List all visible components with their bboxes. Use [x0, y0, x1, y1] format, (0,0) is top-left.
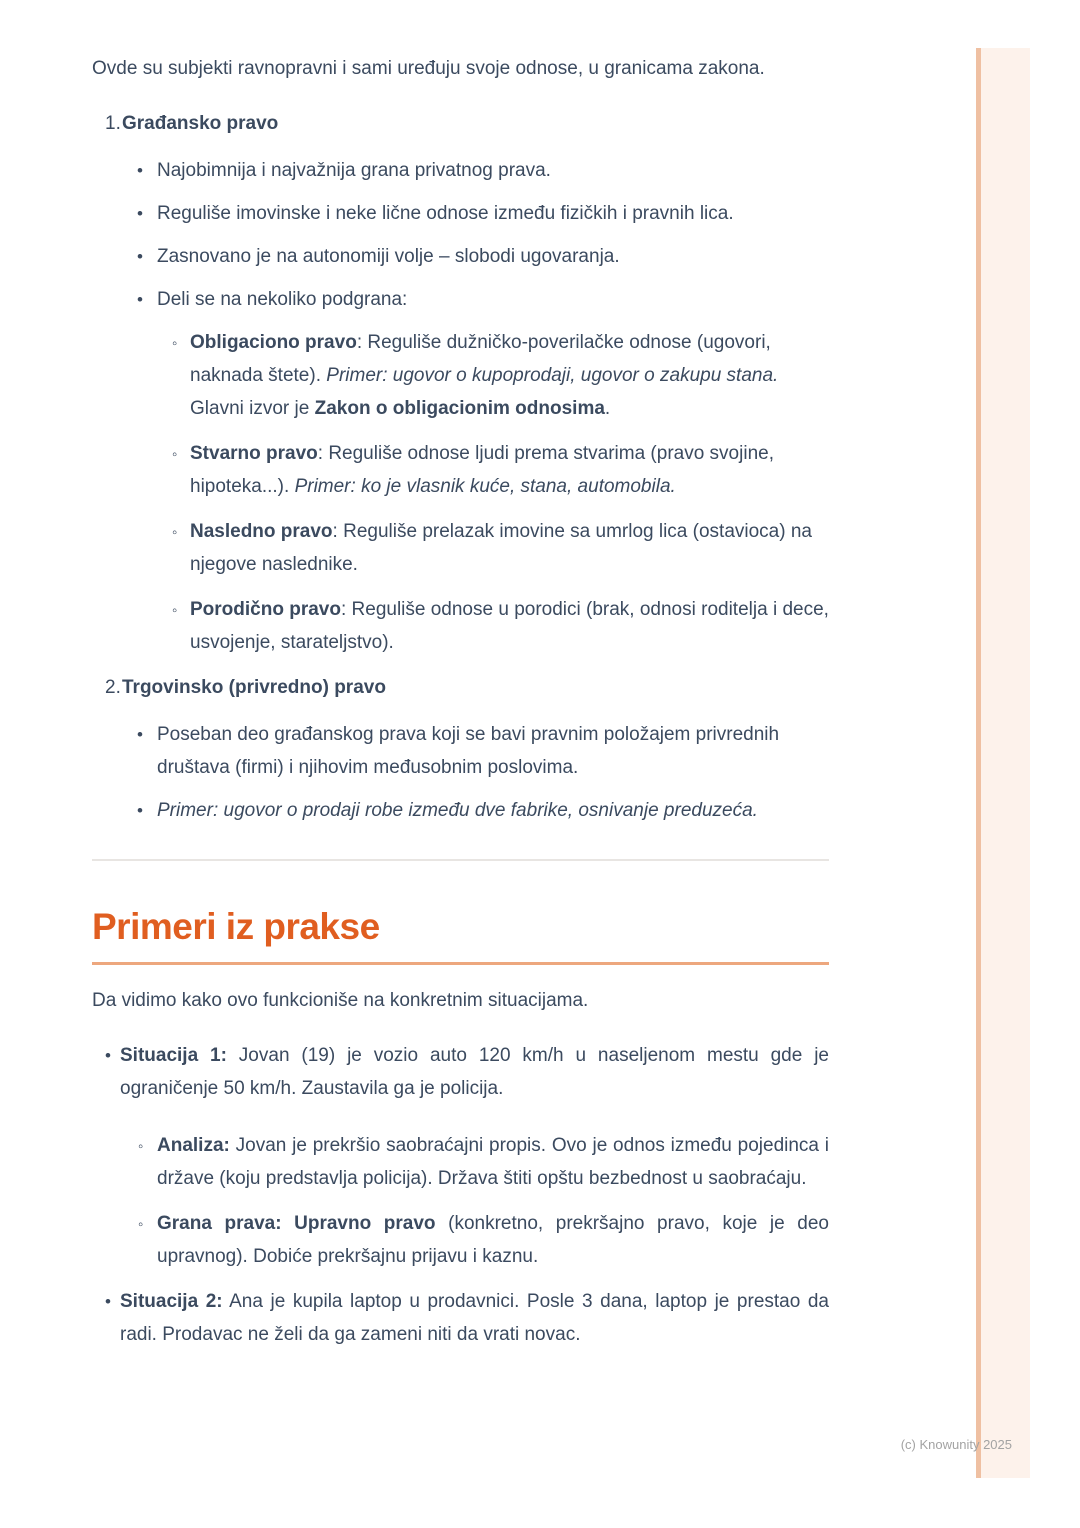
right-margin-strip: [976, 48, 1030, 1478]
section-divider: [92, 859, 829, 861]
bullet-icon: [105, 1285, 120, 1351]
list-item-text: Najobimnija i najvažnija grana privatnog prava.: [157, 160, 551, 181]
list-item: [92, 197, 829, 230]
copyright-footer: (c) Knowunity 2025: [900, 1437, 1012, 1452]
list-item: [92, 718, 829, 784]
list-item-situacija-1: [92, 1039, 829, 1105]
numbered-item-gradjansko-pravo: [92, 107, 829, 140]
item-number: 1.: [105, 113, 121, 134]
list-item-text: Deli se na nekoliko podgrana:: [157, 289, 408, 310]
trgovinsko-pravo-list: [92, 718, 829, 827]
bullet-icon: [137, 283, 157, 316]
section-heading: Primeri iz prakse: [92, 906, 380, 947]
list-item: [92, 593, 829, 659]
list-item-text: Stvarno pravo: Reguliše odnose ljudi prema stvarima (pravo svojine, hipoteka...). Primer: ko je vlasnik kuće, stana, automobila.: [190, 443, 774, 497]
bullet-icon: [137, 240, 157, 273]
list-item-text: Analiza: Jovan je prekršio saobraćajni propis. Ovo je odnos između pojedinca i države (koju predstavlja policija). Država štiti opštu bezbednost u saobraćaju.: [157, 1135, 829, 1189]
intro-paragraph: Ovde su subjekti ravnopravni i sami uređuju svoje odnose, u granicama zakona.: [92, 58, 765, 79]
bullet-icon: [137, 794, 157, 827]
list-item-situacija-2: [92, 1285, 829, 1351]
item-title: Trgovinsko (privredno) pravo: [122, 677, 386, 698]
circle-bullet-icon: [172, 515, 190, 581]
circle-bullet-icon: [172, 437, 190, 503]
bullet-icon: [137, 718, 157, 784]
list-item-text: Situacija 1: Jovan (19) je vozio auto 120 km/h u naseljenom mestu gde je ograničenje 50 km/h. Zaustavila ga je policija.: [120, 1045, 829, 1099]
situacija-1-sublist: [92, 1129, 829, 1273]
praksa-intro: Da vidimo kako ovo funkcioniše na konkretnim situacijama.: [92, 990, 589, 1011]
list-item-analiza: [92, 1129, 829, 1195]
item-number: 2.: [105, 677, 121, 698]
list-item: [92, 437, 829, 503]
item-title: Građansko pravo: [122, 113, 279, 134]
list-item-text: Grana prava: Upravno pravo (konkretno, prekršajno pravo, koje je deo upravnog). Dobiće prekršajnu prijavu i kaznu.: [157, 1213, 829, 1267]
list-item: [92, 240, 829, 273]
podgrane-sublist: [92, 326, 829, 659]
list-item-text: Zasnovano je na autonomiji volje – slobodi ugovaranja.: [157, 246, 620, 267]
circle-bullet-icon: [172, 326, 190, 425]
circle-bullet-icon: [172, 593, 190, 659]
list-item: [92, 794, 829, 827]
numbered-item-trgovinsko-pravo: [92, 671, 829, 704]
situacije-list: [92, 1039, 829, 1351]
circle-bullet-icon: [138, 1207, 157, 1273]
list-item-text: Porodično pravo: Reguliše odnose u porodici (brak, odnosi roditelja i dece, usvojenje, starateljstvo).: [190, 599, 829, 653]
list-item-text: Poseban deo građanskog prava koji se bavi pravnim položajem privrednih društava (firmi) i njihovim međusobnim poslovima.: [157, 724, 780, 778]
heading-underline: [92, 962, 829, 965]
list-item-text: Situacija 2: Ana je kupila laptop u prodavnici. Posle 3 dana, laptop je prestao da radi. Prodavac ne želi da ga zameni niti da vrati novac.: [120, 1291, 829, 1345]
list-item: [92, 326, 829, 425]
bullet-icon: [137, 197, 157, 230]
circle-bullet-icon: [138, 1129, 157, 1195]
list-item-text: Reguliše imovinske i neke lične odnose između fizičkih i pravnih lica.: [157, 203, 734, 224]
list-item-text: Primer: ugovor o prodaji robe između dve fabrike, osnivanje preduzeća.: [157, 800, 758, 821]
bullet-icon: [137, 154, 157, 187]
bullet-icon: [105, 1039, 120, 1105]
list-item-grana-prava: [92, 1207, 829, 1273]
list-item-text: Obligaciono pravo: Reguliše dužničko-poverilačke odnose (ugovori, naknada štete). Primer: ugovor o kupoprodaji, ugovor o zakupu stana. Glavni izvor je Zakon o obligacionim odnosima.: [190, 332, 779, 419]
gradjansko-pravo-list: [92, 154, 829, 659]
list-item: [92, 283, 829, 316]
list-item: [92, 154, 829, 187]
page-content: [92, 52, 829, 1351]
list-item-text: Nasledno pravo: Reguliše prelazak imovine sa umrlog lica (ostavioca) na njegove naslednike.: [190, 521, 812, 575]
list-item: [92, 515, 829, 581]
